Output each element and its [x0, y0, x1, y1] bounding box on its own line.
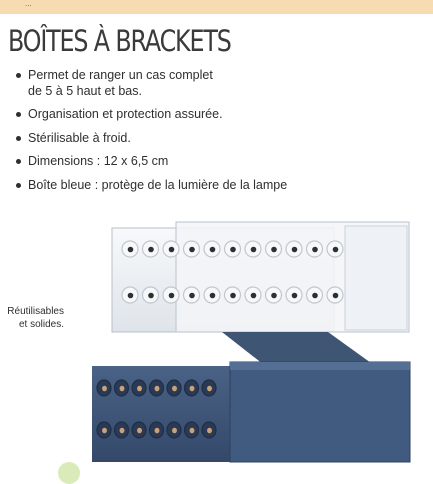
bracket-item	[120, 428, 125, 434]
page-title: BOÎTES À BRACKETS	[8, 24, 231, 58]
bracket-item	[312, 293, 318, 299]
bracket-item	[172, 428, 177, 434]
bracket-item	[137, 428, 142, 434]
feature-text: Boîte bleue : protège de la lumière de la lampe	[28, 177, 288, 192]
bracket-item	[230, 247, 236, 253]
bracket-item	[102, 428, 107, 434]
decorative-leaf	[58, 462, 80, 484]
bracket-item	[169, 247, 175, 253]
bracket-item	[207, 428, 212, 434]
feature-text: Permet de ranger un cas complet	[28, 68, 213, 82]
bracket-item	[230, 293, 236, 299]
feature-text: Stérilisable à froid.	[28, 130, 131, 145]
bracket-item	[271, 293, 277, 299]
band-text: ...	[25, 0, 32, 8]
bracket-item	[155, 428, 160, 434]
blue-bracket-box	[92, 362, 410, 462]
feature-text: Organisation et protection assurée.	[28, 107, 223, 121]
bracket-item	[148, 247, 154, 253]
bracket-item	[210, 247, 216, 253]
bracket-item	[169, 293, 175, 299]
clear-bracket-box	[112, 222, 409, 332]
bracket-item	[102, 386, 107, 392]
bracket-item	[128, 293, 134, 299]
bracket-item	[137, 386, 142, 392]
bracket-item	[120, 386, 125, 392]
bracket-item	[333, 293, 339, 299]
bracket-item	[155, 386, 160, 392]
bracket-item	[207, 386, 212, 392]
side-note-line: Réutilisables	[7, 306, 64, 317]
bracket-item	[190, 428, 195, 434]
bracket-item	[312, 247, 318, 253]
bracket-item	[271, 247, 277, 253]
bracket-item	[189, 247, 195, 253]
bracket-item	[190, 386, 195, 392]
bracket-wells-row-top	[122, 241, 343, 257]
bracket-item	[128, 247, 134, 253]
bracket-item	[251, 247, 257, 253]
feature-text-continued: de 5 à 5 haut et bas.	[28, 83, 142, 98]
bracket-wells-row-bottom	[122, 287, 343, 303]
side-note-line: et solides.	[18, 318, 64, 330]
bracket-item	[251, 293, 257, 299]
bracket-item	[210, 293, 216, 299]
bracket-item	[292, 293, 298, 299]
bracket-item	[292, 247, 298, 253]
bracket-item	[333, 247, 339, 253]
bracket-item	[189, 293, 195, 299]
bracket-item	[148, 293, 154, 299]
bracket-item	[172, 386, 177, 392]
feature-text: Dimensions : 12 x 6,5 cm	[28, 154, 169, 168]
